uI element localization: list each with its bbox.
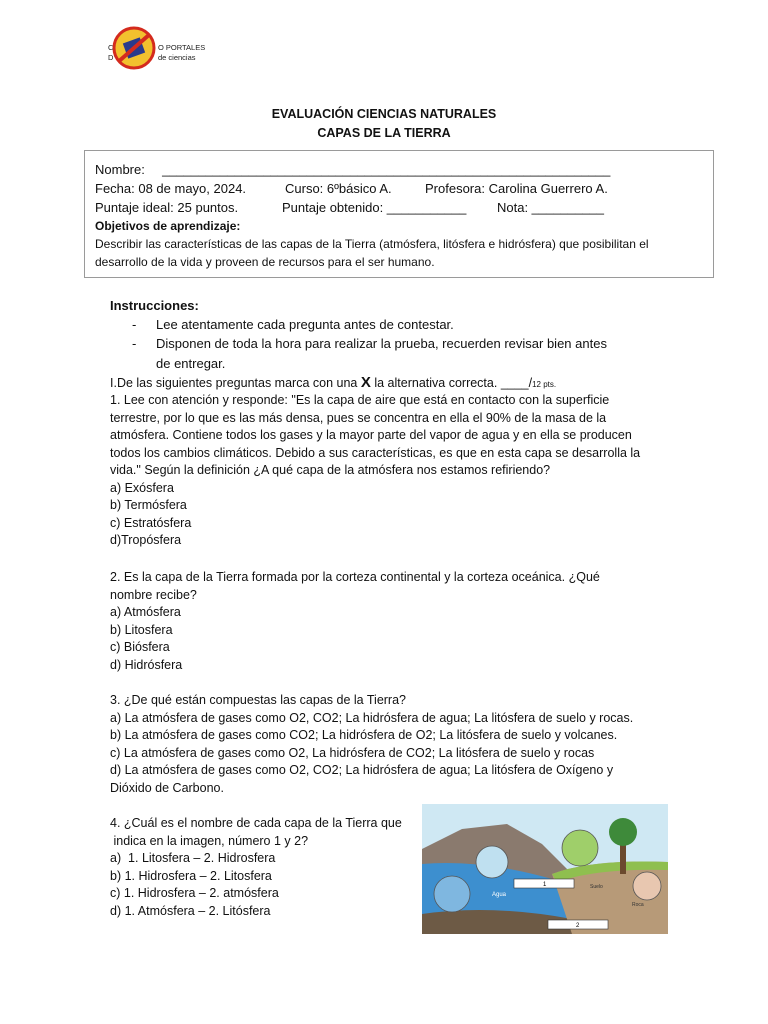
option-b[interactable]: b) Termósfera — [110, 498, 187, 512]
question-text: 1. Lee con atención y responde: "Es la capa de aire que está en contacto con la superficie — [110, 393, 610, 407]
option-d[interactable]: d) La atmósfera de gases como O2, CO2; La hidrósfera de agua; La litósfera de Oxígeno y — [110, 763, 614, 777]
department-left: D — [108, 53, 114, 62]
fish-inset-circle — [434, 876, 470, 912]
question-3 — [110, 692, 658, 797]
instruction-item: - Lee atentamente cada pregunta antes de contestar. — [132, 317, 454, 332]
fecha-text: Fecha: 08 de mayo, 2024. — [95, 181, 247, 196]
option-b[interactable]: b) 1. Hidrosfera – 2. Litosfera — [110, 868, 272, 883]
score-blank[interactable]: ____/ — [500, 376, 533, 390]
puntaje-obtenido-field[interactable]: Puntaje obtenido: ___________ — [282, 200, 467, 215]
question-text: 2. Es la capa de la Tierra formada por la corteza continental y la corteza oceánica. ¿Qué — [110, 570, 600, 584]
school-name-right: O PORTALES — [158, 43, 206, 52]
label-suelo: Suelo — [590, 884, 603, 890]
question-text: 4. ¿Cuál es el nombre de cada capa de la Tierra que — [110, 816, 402, 830]
objetivo-line-2: desarrollo de la vida y proveen de recursos para el ser humano. — [95, 255, 435, 269]
instructions-label: Instrucciones: — [110, 298, 199, 313]
page-title: EVALUACIÓN CIENCIAS NATURALES — [271, 107, 497, 121]
question-text: nombre recibe? — [110, 587, 197, 602]
option-d[interactable]: d) 1. Atmósfera – 2. Litósfera — [110, 903, 271, 918]
tree-crown — [609, 818, 637, 846]
profesora-text: Profesora: Carolina Guerrero A. — [425, 181, 608, 196]
earth-layers-image — [422, 804, 668, 934]
question-4 — [110, 815, 410, 920]
label-box-2-text: 2 — [576, 923, 580, 929]
nombre-field[interactable]: ______________________________________________________________ — [162, 162, 611, 177]
question-text: indica en la imagen, número 1 y 2? — [110, 833, 309, 848]
animal-inset-circle — [562, 830, 598, 866]
instruction-item-continued: de entregar. — [156, 356, 226, 371]
department-right: de ciencias — [158, 53, 196, 62]
student-info-box — [84, 150, 714, 278]
option-c[interactable]: c) Estratósfera — [110, 515, 192, 530]
option-c[interactable]: c) La atmósfera de gases como O2, La hidrósfera de CO2; La litósfera de suelo y rocas — [110, 745, 595, 760]
option-a[interactable]: a) 1. Litosfera – 2. Hidrosfera — [110, 851, 276, 865]
curso-text: Curso: 6ºbásico A. — [285, 181, 392, 196]
mark-x: X — [360, 374, 371, 391]
question-text: terrestre, por lo que es las más densa, pues se concentra en ella el 90% de la masa de la — [110, 410, 607, 425]
school-name-left: C — [108, 43, 114, 52]
instruction-item: - Disponen de toda la hora para realizar la prueba, recuerden revisar bien antes — [132, 336, 607, 351]
option-d[interactable]: d) Hidrósfera — [110, 657, 183, 672]
option-b[interactable]: b) La atmósfera de gases como CO2; La hidrósfera de O2; La litósfera de suelo y volcanes. — [110, 728, 618, 742]
page-subtitle: CAPAS DE LA TIERRA — [317, 126, 451, 140]
option-d-continued: Dióxido de Carbono. — [110, 780, 224, 795]
soil-inset-circle — [633, 872, 661, 900]
option-c[interactable]: c) Biósfera — [110, 640, 170, 654]
question-2 — [110, 569, 658, 674]
option-d[interactable]: d)Tropósfera — [110, 533, 182, 547]
option-a[interactable]: a) Atmósfera — [110, 605, 181, 619]
question-text: 3. ¿De qué están compuestas las capas de la Tierra? — [110, 693, 406, 707]
label-box-1-text: 1 — [543, 882, 547, 888]
nota-field[interactable]: Nota: __________ — [497, 200, 604, 215]
label-agua: Agua — [492, 892, 507, 898]
option-a[interactable]: a) Exósfera — [110, 480, 174, 495]
question-text: todos los cambios climáticos. Debido a sus características, es que en esta capa se desarrolla la — [110, 445, 641, 460]
question-text: atmósfera. Contiene todos los gases y la mayor parte del vapor de agua y en ella se producen — [110, 428, 632, 442]
option-c[interactable]: c) 1. Hidrosfera – 2. atmósfera — [110, 886, 279, 900]
section-1-heading: I.De las siguientes preguntas marca con una X la alternativa correcta. ____/12 pts. — [110, 374, 557, 391]
nombre-label: Nombre: — [95, 162, 145, 177]
swan-inset-circle — [476, 846, 508, 878]
question-1 — [110, 392, 658, 550]
puntaje-ideal-text: Puntaje ideal: 25 puntos. — [95, 200, 239, 215]
option-a[interactable]: a) La atmósfera de gases como O2, CO2; La hidrósfera de agua; La litósfera de suelo y rocas. — [110, 710, 634, 725]
option-b[interactable]: b) Litosfera — [110, 622, 173, 637]
objetivos-label: Objetivos de aprendizaje: — [95, 219, 241, 233]
objetivo-line-1: Describir las características de las capas de la Tierra (atmósfera, litósfera e hidrósfera) que posibilitan el — [95, 237, 649, 251]
school-logo-icon — [112, 26, 156, 70]
label-roca: Roca — [632, 902, 644, 908]
question-text: vida." Según la definición ¿A qué capa de la atmósfera nos estamos refiriendo? — [110, 463, 551, 477]
